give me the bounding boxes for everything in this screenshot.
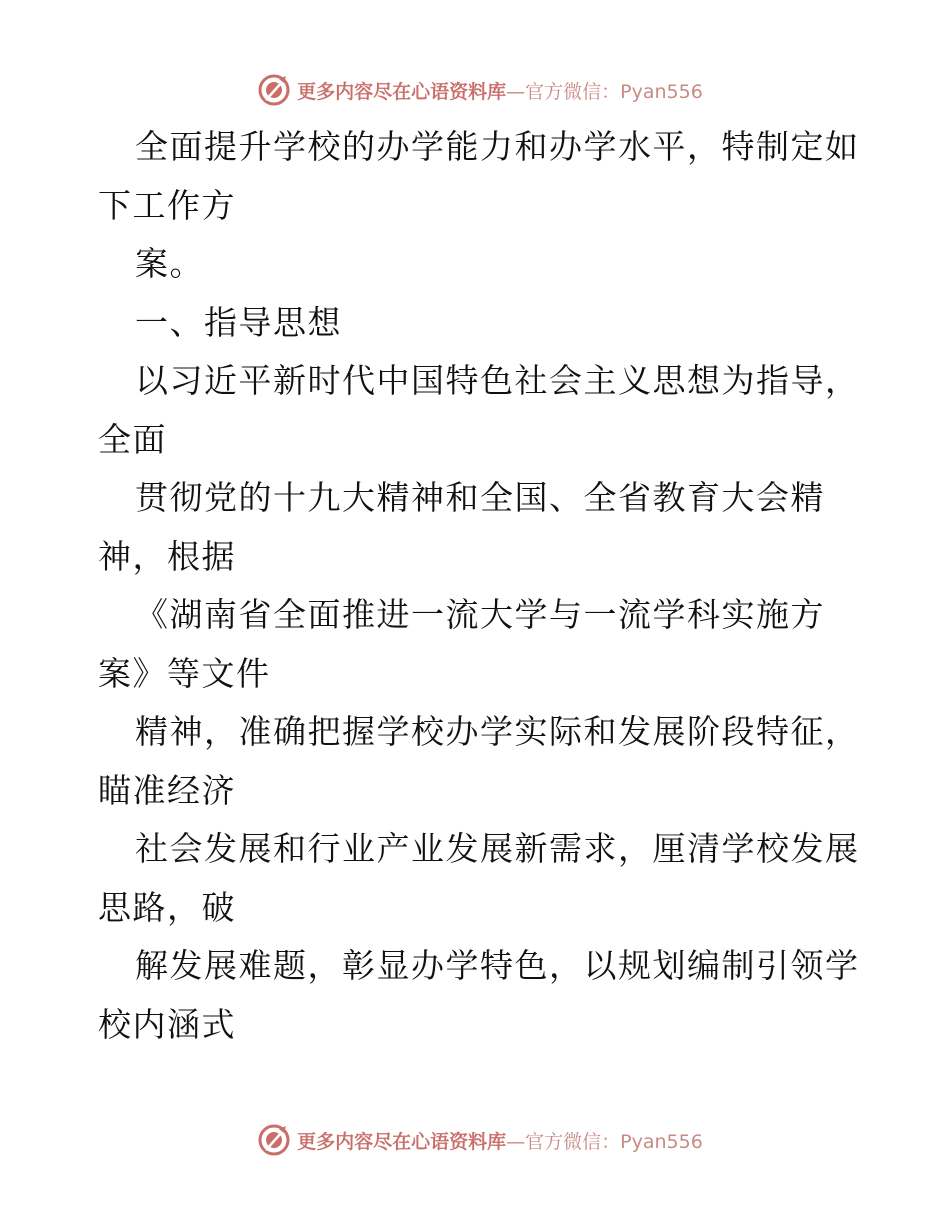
footer-watermark-inner <box>257 1123 703 1157</box>
footer-watermark-title: 更多内容尽在心语资料库 <box>297 1130 507 1153</box>
paragraph-line: 案》等文件 <box>98 653 271 693</box>
paragraph-line: 全面提升学校的办学能力和办学水平，特制定如 <box>135 127 860 166</box>
paragraph-line: 《湖南省全面推进一流大学与一流学科实施方 <box>135 595 825 634</box>
header-watermark <box>0 70 950 110</box>
paragraph-line: 神，根据 <box>98 536 236 576</box>
paragraph-line: 校内涵式 <box>98 1004 236 1044</box>
header-watermark-text <box>297 77 703 104</box>
section-heading: 一、指导思想 <box>135 302 342 342</box>
footer-watermark-text <box>297 1127 703 1154</box>
footer-watermark-suffix: —官方微信：Pyan556 <box>506 1130 703 1153</box>
paragraph-line: 精神，准确把握学校办学实际和发展阶段特征， <box>135 712 860 751</box>
paragraph-line: 解发展难题，彰显办学特色，以规划编制引领学 <box>135 946 860 985</box>
document-body <box>98 118 898 1054</box>
paragraph-line: 全面 <box>98 419 167 459</box>
pen-logo-icon <box>257 1123 291 1157</box>
paragraph-line: 以习近平新时代中国特色社会主义思想为指导， <box>135 361 860 400</box>
paragraph-line: 思路，破 <box>98 887 236 927</box>
paragraph-line: 案。 <box>135 244 204 283</box>
header-watermark-suffix: —官方微信：Pyan556 <box>506 80 703 103</box>
pen-logo-icon <box>257 73 291 107</box>
header-watermark-inner <box>257 73 703 107</box>
paragraph-line: 下工作方 <box>98 185 236 225</box>
paragraph-line: 贯彻党的十九大精神和全国、全省教育大会精 <box>135 478 825 517</box>
header-watermark-title: 更多内容尽在心语资料库 <box>297 80 507 103</box>
paragraph-line: 瞄准经济 <box>98 770 236 810</box>
paragraph-line: 社会发展和行业产业发展新需求，厘清学校发展 <box>135 829 860 868</box>
footer-watermark <box>0 1120 950 1160</box>
